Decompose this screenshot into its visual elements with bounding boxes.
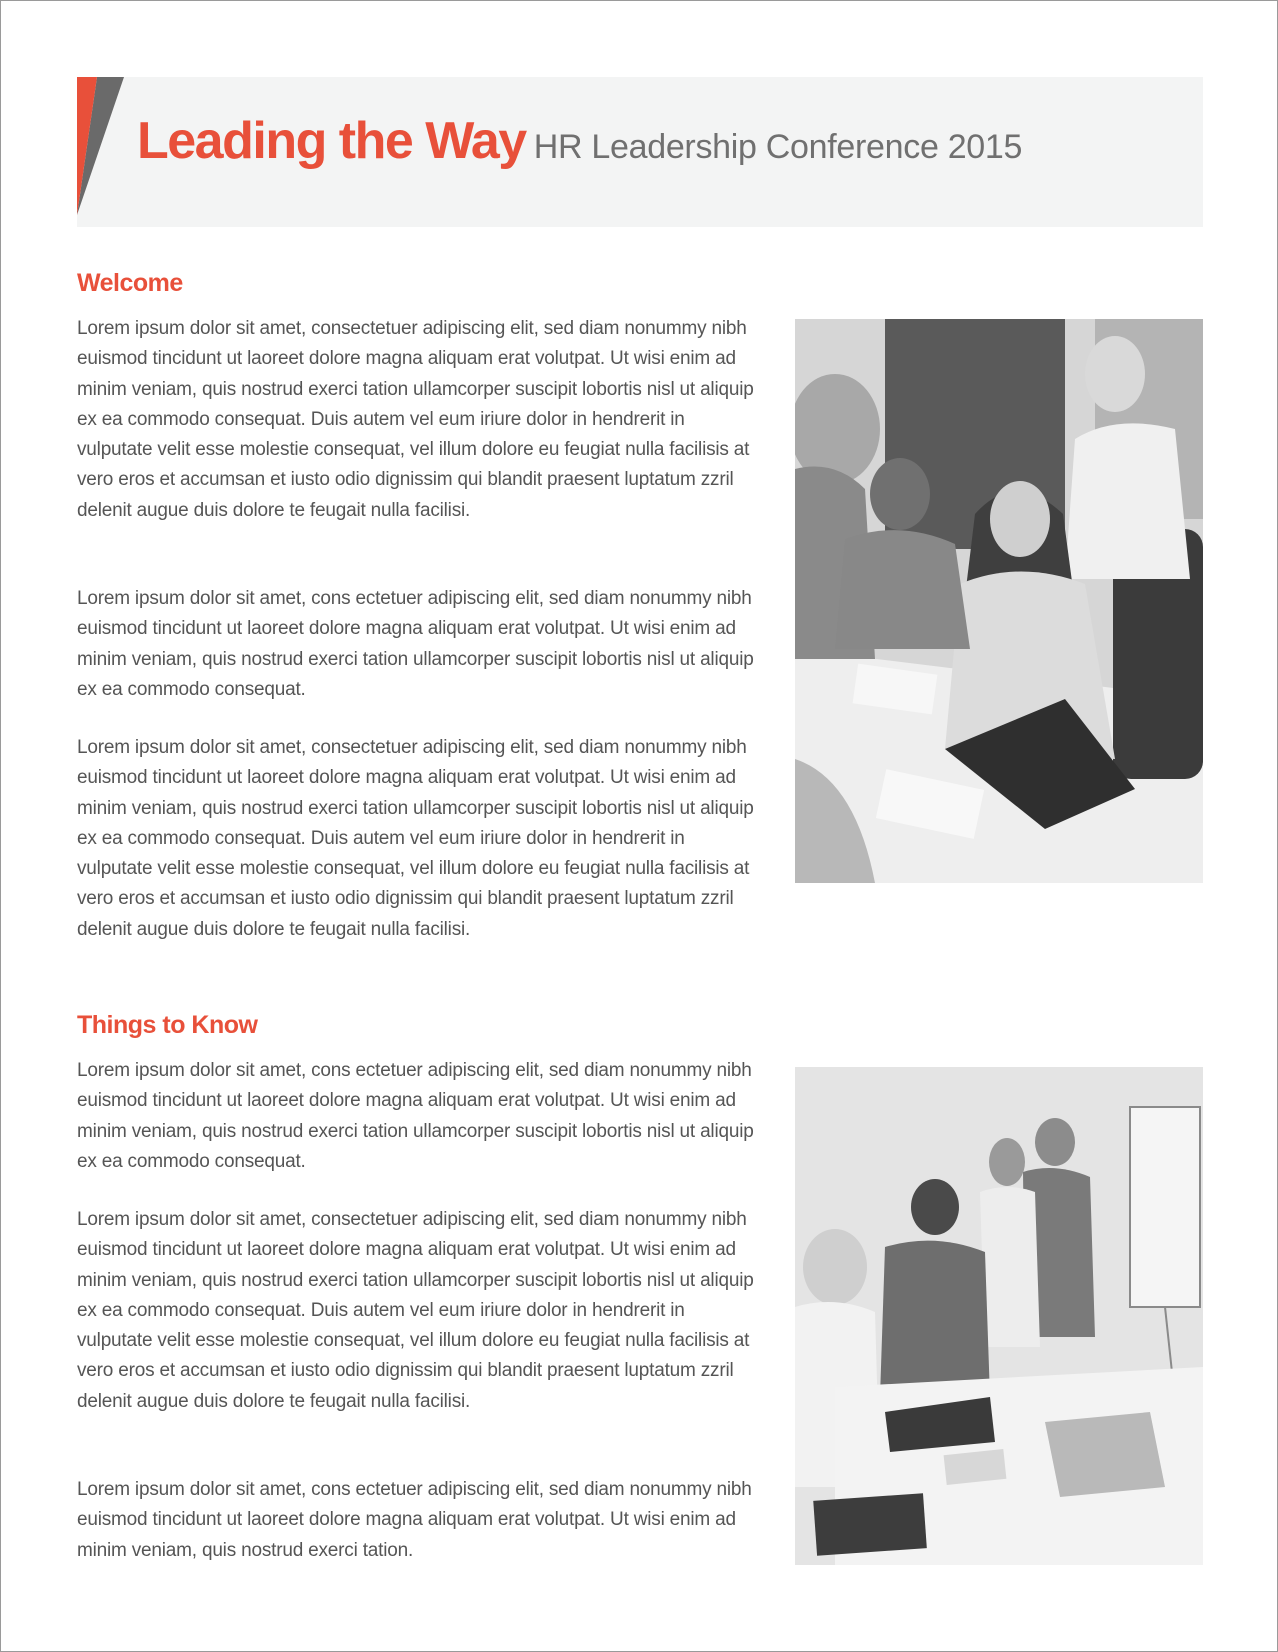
section-heading-welcome: Welcome — [77, 269, 183, 297]
section-paragraph: Lorem ipsum dolor sit amet, cons ectetuer adipiscing elit, sed diam nonummy nibh euismod tincidunt ut laoreet dolore magna aliquam erat volutpat. Ut wisi enim ad minim veniam, quis nostrud exerci tation. — [77, 1479, 752, 1561]
title-subtitle: HR Leadership Conference 2015 — [533, 128, 1023, 166]
section-paragraph: Lorem ipsum dolor sit amet, consectetuer adipiscing elit, sed diam nonummy nibh euismod tincidunt ut laoreet dolore magna aliquam erat volutpat. Ut wisi enim ad minim veniam, quis nostrud exerci tation ullamcorper suscipit lobortis nisl ut aliquip ex ea commodo consequat. Duis autem vel eum iriure dolor in hendrerit in vulputate velit esse molestie consequat, vel illum dolore eu feugiat nulla facilisis at vero eros et accumsan et iusto odio dignissim qui blandit praesent luptatum zzril delenit augue duis dolore te feugait nulla facilisi. — [77, 737, 754, 940]
page-title — [137, 112, 1023, 170]
title-main: Leading the Way — [137, 112, 526, 170]
header-accent-stripes — [77, 77, 127, 227]
section-paragraph: Lorem ipsum dolor sit amet, consectetuer adipiscing elit, sed diam nonummy nibh euismod tincidunt ut laoreet dolore magna aliquam erat volutpat. Ut wisi enim ad minim veniam, quis nostrud exerci tation ullamcorper suscipit lobortis nisl ut aliquip ex ea commodo consequat. Duis autem vel eum iriure dolor in hendrerit in vulputate velit esse molestie consequat, vel illum dolore eu feugiat nulla facilisis at vero eros et accumsan et iusto odio dignissim qui blandit praesent luptatum zzril delenit augue duis dolore te feugait nulla facilisi. — [77, 318, 754, 521]
section-paragraph: Lorem ipsum dolor sit amet, consectetuer adipiscing elit, sed diam nonummy nibh euismod tincidunt ut laoreet dolore magna aliquam erat volutpat. Ut wisi enim ad minim veniam, quis nostrud exerci tation ullamcorper suscipit lobortis nisl ut aliquip ex ea commodo consequat. Duis autem vel eum iriure dolor in hendrerit in vulputate velit esse molestie consequat, vel illum dolore eu feugiat nulla facilisis at vero eros et accumsan et iusto odio dignissim qui blandit praesent luptatum zzril delenit augue duis dolore te feugait nulla facilisi. — [77, 1209, 754, 1412]
section-paragraph: Lorem ipsum dolor sit amet, cons ectetuer adipiscing elit, sed diam nonummy nibh euismod tincidunt ut laoreet dolore magna aliquam erat volutpat. Ut wisi enim ad minim veniam, quis nostrud exerci tation ullamcorper suscipit lobortis nisl ut aliquip ex ea commodo consequat. — [77, 588, 754, 700]
photo-team-meeting-image — [795, 319, 1203, 883]
section-heading-things-to-know: Things to Know — [77, 1011, 258, 1039]
photo-team-meeting — [795, 319, 1203, 883]
photo-team-workspace-image — [795, 1067, 1203, 1565]
section-paragraph: Lorem ipsum dolor sit amet, cons ectetuer adipiscing elit, sed diam nonummy nibh euismod tincidunt ut laoreet dolore magna aliquam erat volutpat. Ut wisi enim ad minim veniam, quis nostrud exerci tation ullamcorper suscipit lobortis nisl ut aliquip ex ea commodo consequat. — [77, 1060, 754, 1172]
photo-team-workspace — [795, 1067, 1203, 1565]
header-banner — [77, 77, 1203, 227]
